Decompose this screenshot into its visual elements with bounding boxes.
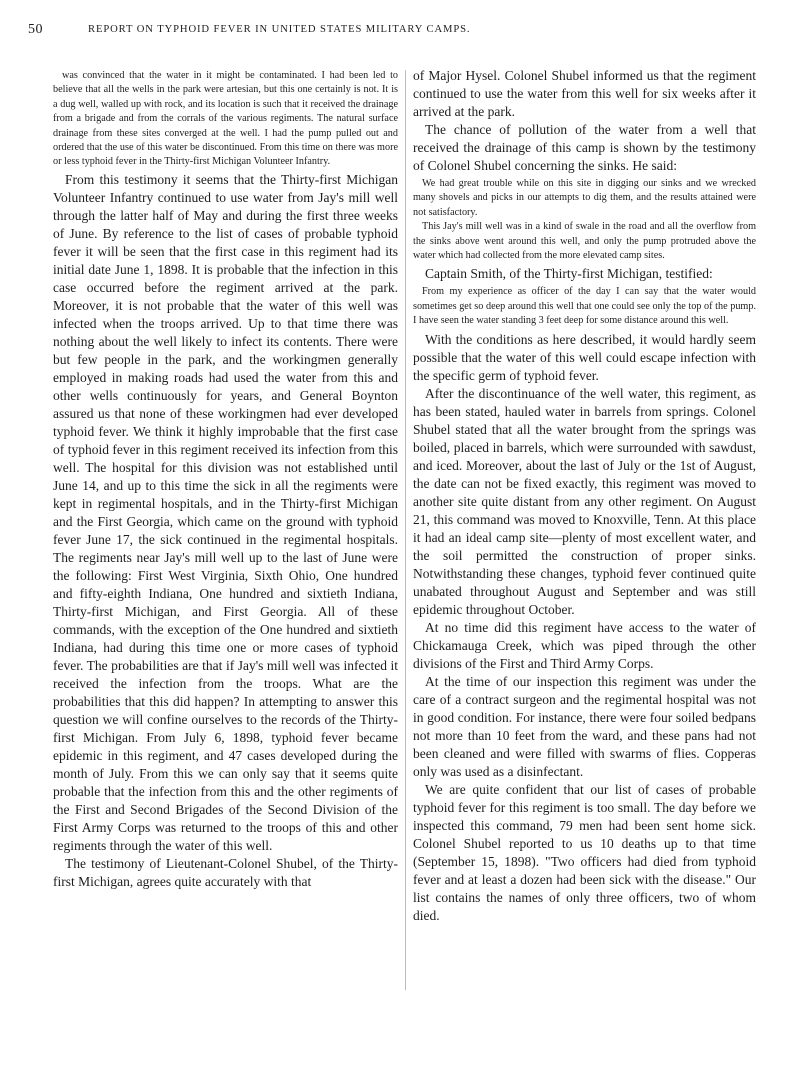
- body-paragraph: With the conditions as here described, it would hardly seem possible that the water of this well could escape infection with the specific germ of typhoid fever.: [413, 331, 756, 383]
- body-paragraph: At the time of our inspection this regiment was under the care of a contract surgeon and the regimental hospital was not in good condition. For instance, there were four soiled bedpans not more than 10 feet from the ward, and these pans had not been cleaned and were filled with swarms of flies. Copperas only was used as a disinfectant.: [413, 673, 756, 779]
- quote-paragraph: was convinced that the water in it might be contaminated. I had been led to believe that all the wells in the park were artesian, but this one certainly is not. It is a dug well, walled up with rock, and its location is such that it received the drainage from a brigade and from the corrals of the various regiments. The natural surface drainage from these sites converged at the well. I had the pump pulled out and ordered that the use of this water be discontinued. From this time on there was more or less typhoid fever in the Thirty-first Michigan Volunteer Infantry.: [53, 70, 398, 168]
- body-paragraph: We are quite confident that our list of cases of probable typhoid fever for this regiment is too small. The day before we inspected this command, 79 men had been sent home sick. Colonel Shubel reported to us 10 deaths up to that time (September 15, 1898). "Two officers had died from typhoid fever and at least a dozen had been sick with the disease." Our list contains the names of only three officers, two of whom died.: [413, 781, 756, 923]
- page-number: 50: [28, 22, 43, 37]
- quote-paragraph: We had great trouble while on this site in digging our sinks and we wrecked many shovels and picks in our attempts to dig them, and the results attained were not satisfactory.: [413, 178, 756, 218]
- body-paragraph: of Major Hysel. Colonel Shubel informed us that the regiment continued to use the water from this well for six weeks after it arrived at the park.: [413, 68, 756, 119]
- body-paragraph: From this testimony it seems that the Thirty-first Michigan Volunteer Infantry continued to use water from Jay's mill well through the latter half of May and during the first three weeks of June. By reference to the list of cases of probable typhoid fever it will be seen that the first case in this regiment had its initial date June 1, 1898. It is probable that the infection in this case occurred before the regiment arrived at the park. Moreover, it is not probable that the water of this well was infected when the troops arrived. Up to that time there was nothing about the well likely to infect its contents. There were but few people in the park, and the workingmen generally employed in making roads had used the water from this and other wells continuously for years, and General Boynton assured us that none of these workingmen had ever developed typhoid fever. We think it highly improbable that the first case of typhoid fever in this regiment received its infection from this well. The hospital for this division was not established until June 14, and up to this time the sick in all the regiments were kept in regimental hospitals, and in the Thirty-first Michigan and the First Georgia, which came on the ground with typhoid fever June 17, the sick continued in the regimental hospitals. The regiments near Jay's mill well up to the last of June were the following: First West Virginia, Sixth Ohio, One hundred and fifty-eighth Indiana, One hundred and sixtieth Indiana, Thirty-first Michigan, and First Georgia. All of these commands, with the exception of the One hundred and sixtieth Indiana, had during this time one or more cases of typhoid fever. The probabilities are that if Jay's mill well was infected it received the infection from the troops. What are the probabilities that this did happen? In attempting to answer this question we will confine ourselves to the records of the Thirty-first Michigan. From July 6, 1898, typhoid fever became epidemic in this regiment, and 47 cases developed during the month of July. From this we can only say that it seems quite probable that the infection from this and the other regiments of the First and Second Brigades of the Second Division of the First Army Corps was returned to the troops of this and other regiments through the water of this well.: [53, 171, 398, 853]
- running-head: REPORT ON TYPHOID FEVER IN UNITED STATES MILITARY CAMPS.: [88, 24, 471, 35]
- column-divider: [405, 70, 406, 990]
- body-paragraph: Captain Smith, of the Thirty-first Michigan, testified:: [425, 266, 713, 282]
- quote-paragraph: This Jay's mill well was in a kind of swale in the road and all the overflow from the sinks above went around this well, and only the pump protruded above the water which had collected from the more elevated camp sites.: [413, 221, 756, 262]
- quote-paragraph: From my experience as officer of the day I can say that the water would sometimes get so deep around this well that one could see only the top of the pump. I have seen the water standing 3 feet deep for some distance around this well.: [413, 286, 756, 327]
- body-paragraph: At no time did this regiment have access to the water of Chickamauga Creek, which was piped through the other divisions of the First and Third Army Corps.: [413, 619, 756, 671]
- body-paragraph: The testimony of Lieutenant-Colonel Shubel, of the Thirty-first Michigan, agrees quite accurately with that: [53, 855, 398, 889]
- body-paragraph: After the discontinuance of the well water, this regiment, as has been stated, hauled water in barrels from springs. Colonel Shubel stated that all the water brought from the springs was boiled, placed in barrels, which were surrounded with sawdust, and iced. Moreover, about the last of July or the 1st of August, the date can not be fixed exactly, this regiment was moved to another site quite distant from any other regiment. On August 21, this command was moved to Knoxville, Tenn. At this place it had an ideal camp site—plenty of most excellent water, and the soil permitted the construction of proper sinks. Notwithstanding these changes, typhoid fever continued quite unabated throughout August and September and was still epidemic throughout October.: [413, 385, 756, 617]
- right-column: [413, 67, 756, 925]
- left-column: [53, 69, 398, 891]
- body-paragraph: The chance of pollution of the water from a well that received the drainage of this camp is shown by the testimony of Colonel Shubel concerning the sinks. He said:: [413, 122, 756, 173]
